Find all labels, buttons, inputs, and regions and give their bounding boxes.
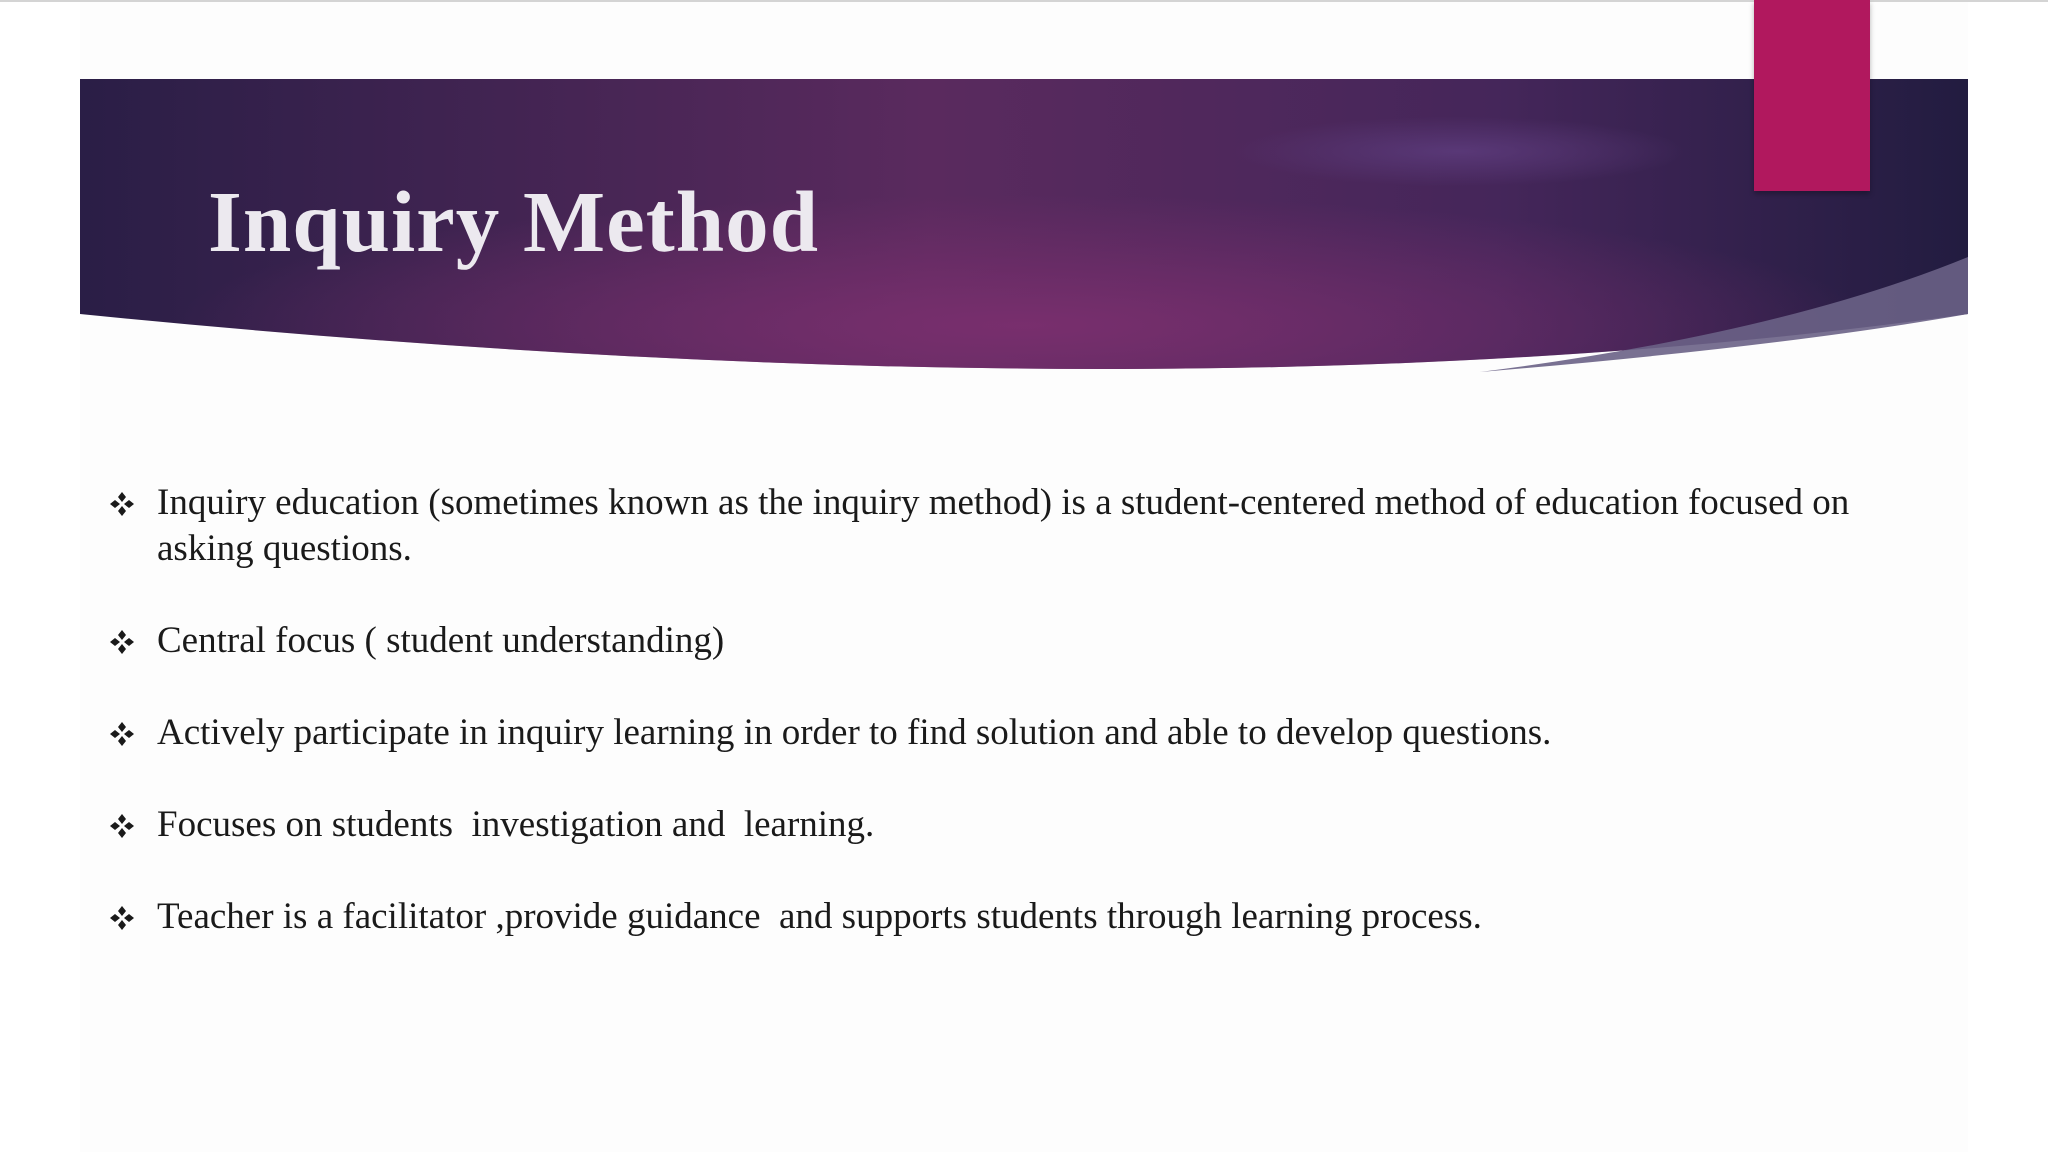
bullet-list bbox=[107, 480, 1907, 986]
slide-title: Inquiry Method bbox=[208, 173, 820, 270]
bullet-text: Focuses on students investigation and learning. bbox=[157, 804, 875, 845]
bullet-text: Central focus ( student understanding) bbox=[157, 620, 725, 661]
bullet-item bbox=[107, 480, 1907, 572]
bullet-text: Actively participate in inquiry learning in order to find solution and able to develop questions. bbox=[157, 712, 1552, 753]
four-diamond-bullet-icon bbox=[109, 813, 135, 839]
four-diamond-bullet-icon bbox=[109, 905, 135, 931]
four-diamond-bullet-icon bbox=[109, 491, 135, 517]
bullet-item bbox=[107, 618, 1907, 664]
accent-tab bbox=[1754, 0, 1870, 191]
four-diamond-bullet-icon bbox=[109, 629, 135, 655]
bullet-text: Teacher is a facilitator ,provide guidance and supports students through learning process. bbox=[157, 896, 1482, 937]
bullet-item bbox=[107, 894, 1907, 940]
bullet-item bbox=[107, 710, 1907, 756]
bullet-text: Inquiry education (sometimes known as the inquiry method) is a student-centered method of education focused on asking questions. bbox=[157, 482, 1859, 569]
bullet-item bbox=[107, 802, 1907, 848]
four-diamond-bullet-icon bbox=[109, 721, 135, 747]
